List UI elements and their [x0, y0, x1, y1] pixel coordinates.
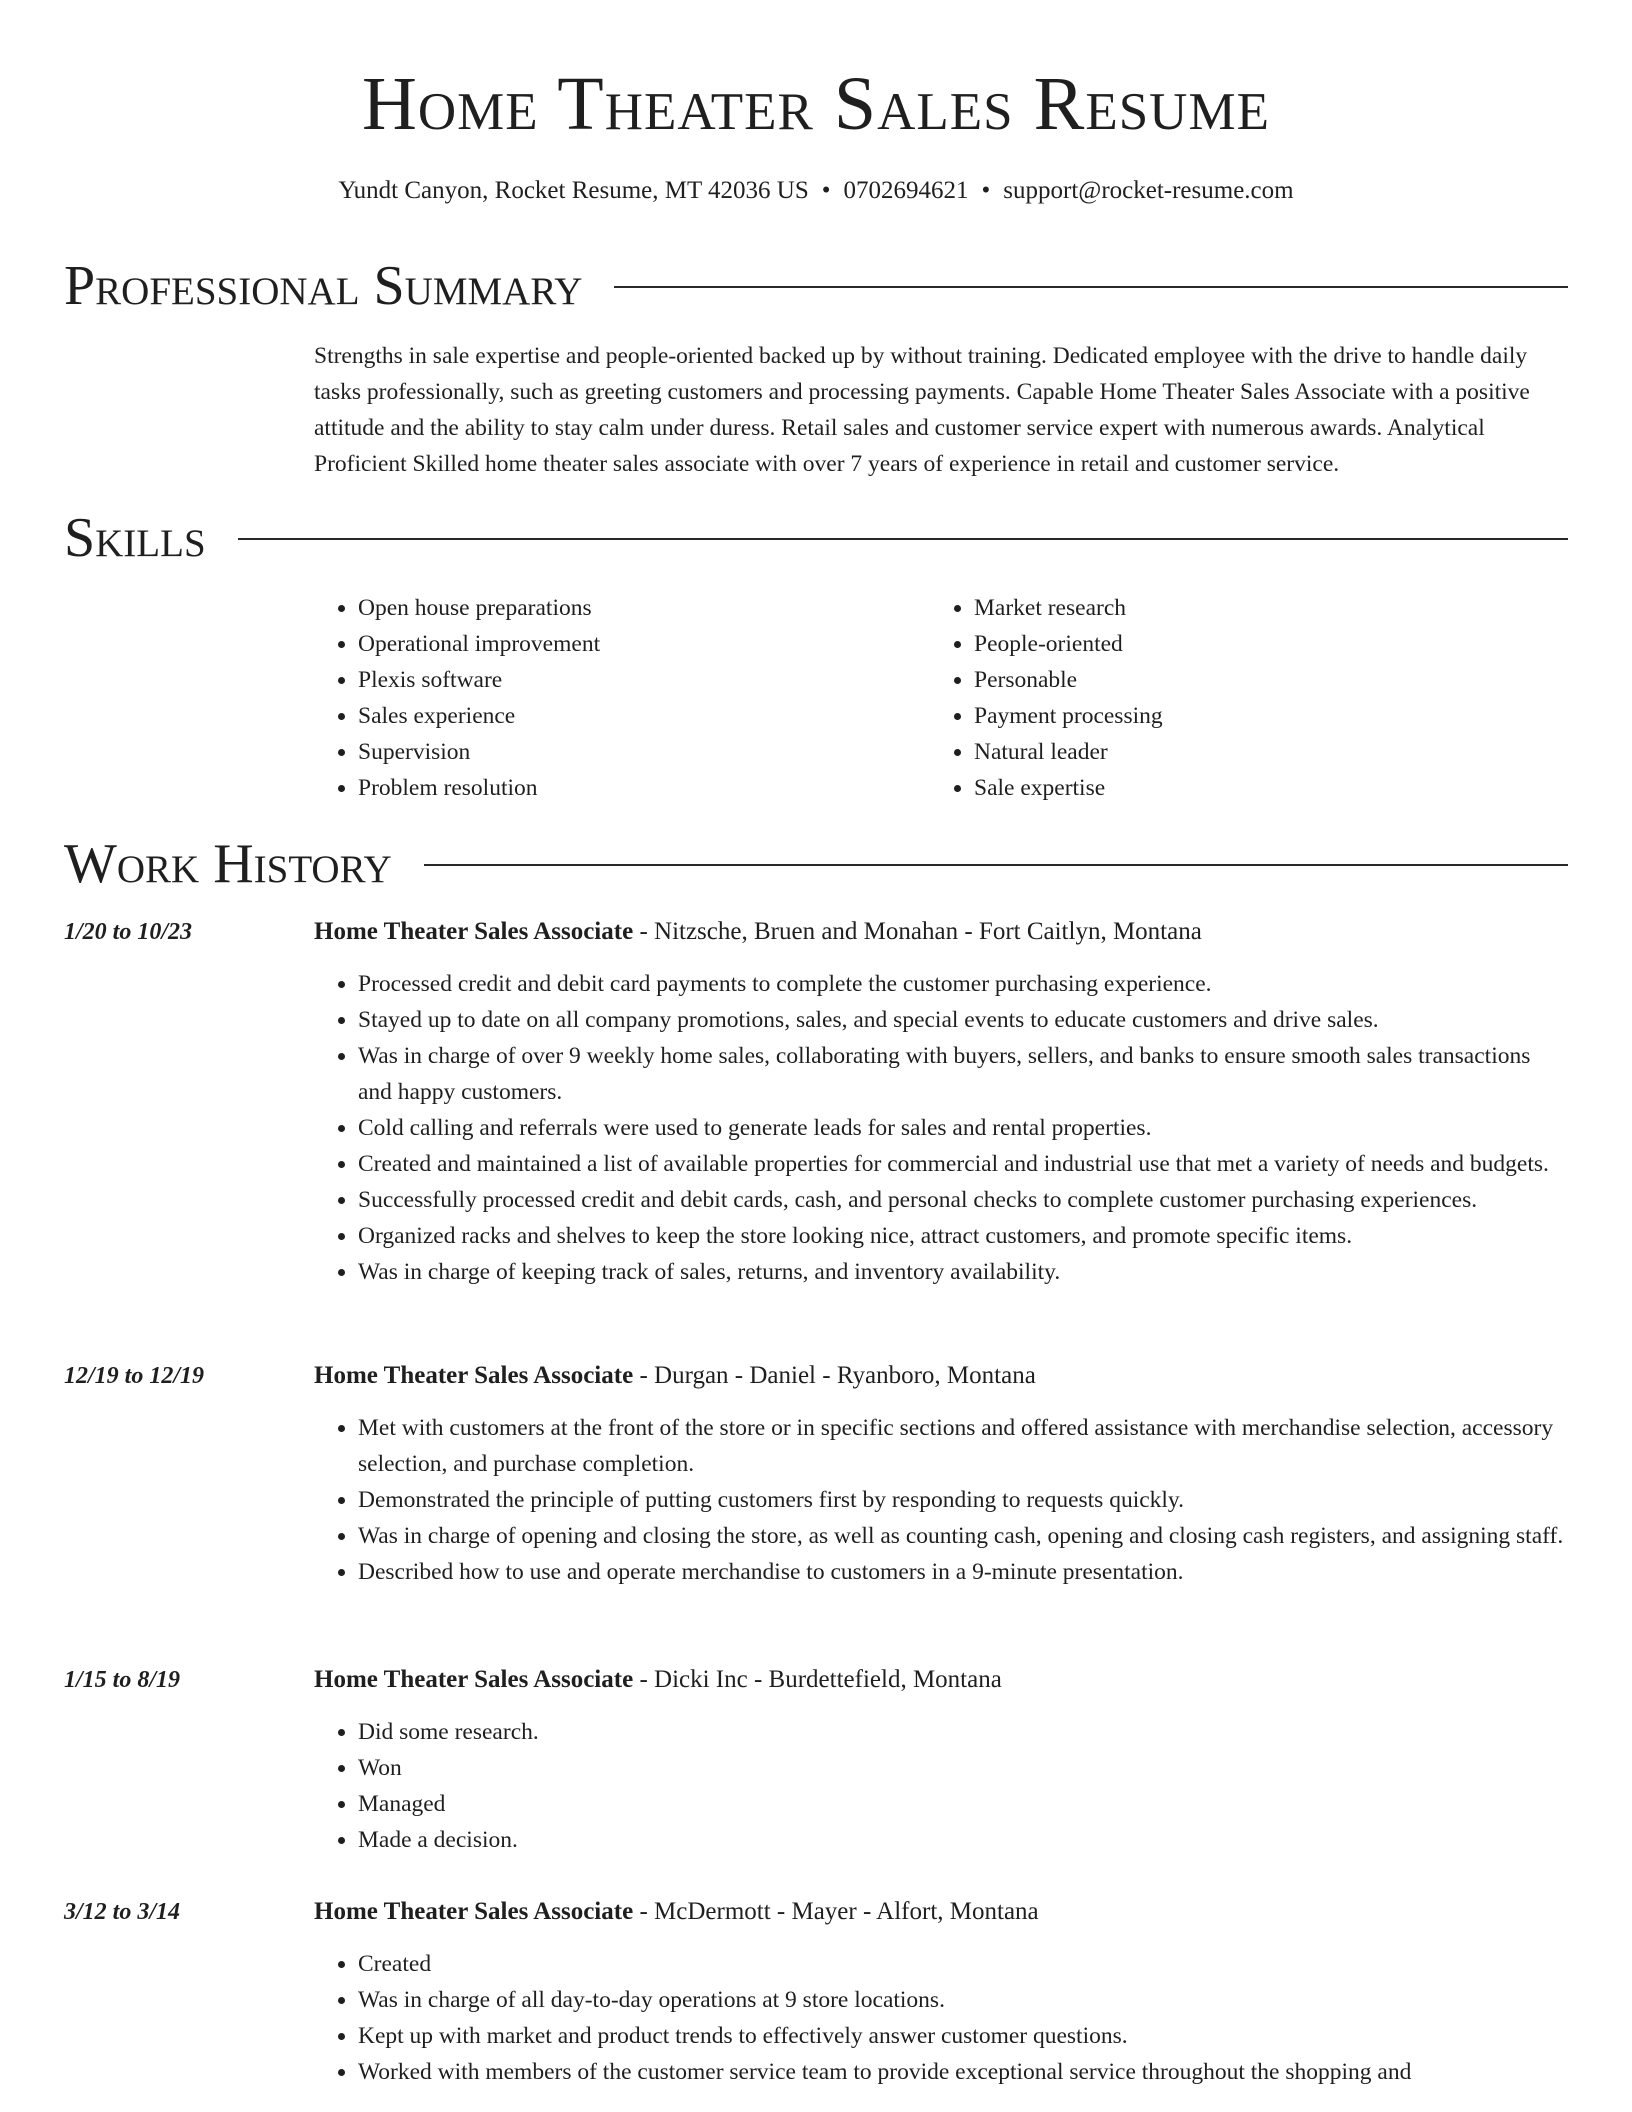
- resume-title: Home Theater Sales Resume: [362, 62, 1270, 146]
- contact-separator: •: [821, 177, 831, 204]
- job-bullet: • Demonstrated the principle of putting customers first by responding to requests quickly.: [358, 1482, 1568, 1518]
- job-bullets: [314, 966, 1568, 1290]
- skills-column-right: [930, 590, 1546, 806]
- job-bullet: • Was in charge of all day-to-day operations at 9 store locations.: [358, 1982, 1568, 2018]
- job-bullet: • Was in charge of over 9 weekly home sales, collaborating with buyers, sellers, and banks to ensure smooth sales transactions and happy customers.: [358, 1038, 1568, 1110]
- job-role: Home Theater Sales Associate: [314, 1898, 634, 1925]
- job-bullet: • Did some research.: [358, 1714, 1568, 1750]
- job-dates: 12/19 to 12/19: [64, 1363, 205, 1389]
- job-bullet: • Processed credit and debit card payments to complete the customer purchasing experience.: [358, 966, 1568, 1002]
- summary-text: Strengths in sale expertise and people-oriented backed up by without training. Dedicated employee with the drive to handle daily tasks professionally, such as greeting customers and processing payments. Capable Home Theater Sales Associate with a positive attitude and the ability to stay calm under duress. Retail sales and customer service expert with numerous awards. Analytical Proficient Skilled home theater sales associate with over 7 years of experience in retail and customer service.: [314, 343, 1530, 477]
- job-dates: 3/12 to 3/14: [64, 1899, 181, 1925]
- job-details: - Durgan - Daniel - Ryanboro, Montana: [633, 1362, 1036, 1389]
- section-divider: [614, 286, 1568, 288]
- job-bullet: • Won: [358, 1750, 1568, 1786]
- skills-list: [314, 590, 1568, 806]
- job-details: - McDermott - Mayer - Alfort, Montana: [633, 1898, 1039, 1925]
- job-details: - Dicki Inc - Burdettefield, Montana: [633, 1666, 1002, 1693]
- job-details: - Nitzsche, Bruen and Monahan - Fort Caitlyn, Montana: [633, 918, 1202, 945]
- job-heading: [314, 914, 1568, 950]
- job-entry: [64, 914, 1568, 1290]
- job-bullet: • Cold calling and referrals were used to generate leads for sales and rental properties.: [358, 1110, 1568, 1146]
- contact-phone: 0702694621: [843, 177, 969, 204]
- job-bullets: [314, 1410, 1568, 1590]
- contact-line: [0, 174, 1632, 208]
- skill-item: • Sale expertise: [974, 770, 1546, 806]
- section-heading: Work History: [64, 833, 392, 895]
- job-heading: [314, 1358, 1568, 1394]
- job-entry: [64, 1662, 1568, 1858]
- job-bullet: • Successfully processed credit and debit cards, cash, and personal checks to complete customer purchasing experiences.: [358, 1182, 1568, 1218]
- job-dates: 1/15 to 8/19: [64, 1667, 181, 1693]
- job-bullet: • Met with customers at the front of the store or in specific sections and offered assistance with merchandise selection, accessory selection, and purchase completion.: [358, 1410, 1568, 1482]
- job-bullet: • Described how to use and operate merchandise to customers in a 9-minute presentation.: [358, 1554, 1568, 1590]
- skill-item: • Sales experience: [358, 698, 930, 734]
- contact-email: support@rocket-resume.com: [1003, 177, 1294, 204]
- skill-item: • People-oriented: [974, 626, 1546, 662]
- job-bullet: • Created and maintained a list of available properties for commercial and industrial use that met a variety of needs and budgets.: [358, 1146, 1568, 1182]
- skill-item: • Open house preparations: [358, 590, 930, 626]
- job-bullet: • Was in charge of opening and closing the store, as well as counting cash, opening and closing cash registers, and assigning staff.: [358, 1518, 1568, 1554]
- skill-item: • Payment processing: [974, 698, 1546, 734]
- job-heading: [314, 1662, 1568, 1698]
- job-dates: 1/20 to 10/23: [64, 919, 193, 945]
- section-work-history: [64, 828, 1568, 900]
- job-bullet: • Managed: [358, 1786, 1568, 1822]
- section-divider: [238, 538, 1568, 540]
- job-bullet: • Was in charge of keeping track of sales, returns, and inventory availability.: [358, 1254, 1568, 1290]
- section-heading: Professional Summary: [64, 255, 583, 317]
- skill-item: • Plexis software: [358, 662, 930, 698]
- section-divider: [424, 864, 1568, 866]
- job-bullet: • Made a decision.: [358, 1822, 1568, 1858]
- contact-separator: •: [981, 177, 991, 204]
- section-skills: [64, 502, 1568, 574]
- skill-item: • Operational improvement: [358, 626, 930, 662]
- job-bullet: • Organized racks and shelves to keep the store looking nice, attract customers, and promote specific items.: [358, 1218, 1568, 1254]
- job-entry: [64, 1358, 1568, 1590]
- skill-item: • Problem resolution: [358, 770, 930, 806]
- contact-address: Yundt Canyon, Rocket Resume, MT 42036 US: [338, 177, 809, 204]
- skill-item: • Personable: [974, 662, 1546, 698]
- section-professional-summary: [64, 250, 1568, 322]
- job-heading: [314, 1894, 1568, 1930]
- skill-item: • Natural leader: [974, 734, 1546, 770]
- job-entry: [64, 1894, 1568, 2090]
- job-bullet: • Created: [358, 1946, 1568, 1982]
- job-bullets: [314, 1946, 1568, 2090]
- job-role: Home Theater Sales Associate: [314, 1362, 634, 1389]
- skills-column-left: [314, 590, 930, 806]
- skill-item: • Supervision: [358, 734, 930, 770]
- job-role: Home Theater Sales Associate: [314, 918, 634, 945]
- job-bullets: [314, 1714, 1568, 1858]
- section-heading: Skills: [64, 507, 206, 569]
- job-bullet: • Worked with members of the customer service team to provide exceptional service throughout the shopping and: [358, 2054, 1568, 2090]
- skill-item: • Market research: [974, 590, 1546, 626]
- job-bullet: • Stayed up to date on all company promotions, sales, and special events to educate customers and drive sales.: [358, 1002, 1568, 1038]
- job-bullet: • Kept up with market and product trends to effectively answer customer questions.: [358, 2018, 1568, 2054]
- job-role: Home Theater Sales Associate: [314, 1666, 634, 1693]
